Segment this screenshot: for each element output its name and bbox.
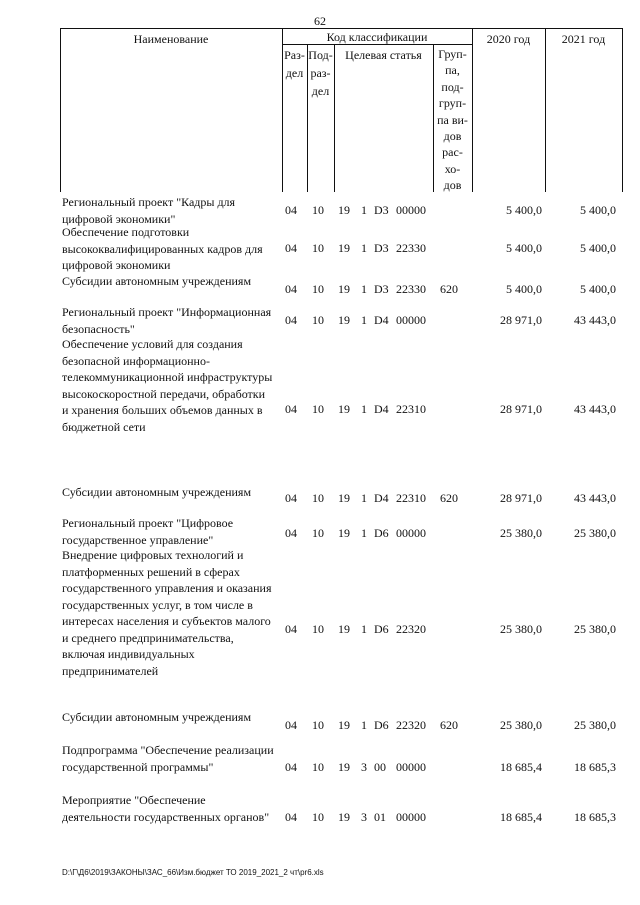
row-razdel: 04	[285, 526, 297, 540]
header-section: Раз- дел	[284, 48, 305, 80]
row-y2021: 18 685,3	[574, 760, 616, 774]
row-vid: 620	[440, 491, 458, 505]
row-cs4: 00000	[396, 760, 426, 774]
row-podrazdel: 10	[312, 491, 324, 505]
row-y2020: 5 400,0	[506, 241, 542, 255]
row-cs4: 00000	[396, 810, 426, 824]
row-y2021: 43 443,0	[574, 402, 616, 416]
row-name: Обеспечение условий для создания безопасной информационно-телекоммуникационной инфраструктуры высокоскоростной передачи, обработки и хранения больших объемов данных в бюджетной сети	[62, 337, 273, 434]
row-podrazdel: 10	[312, 241, 324, 255]
row-cs1: 19	[338, 203, 350, 217]
row-cs1: 19	[338, 313, 350, 327]
row-cs2: 1	[361, 241, 367, 255]
row-name: Внедрение цифровых технологий и платформенных решений в сферах государственного управления и оказания государственных услуг, в том числе в интересах населения и субъектов малого и среднего предпринимательства, включая индивидуальных предпринимателей	[62, 548, 272, 678]
row-cs2: 1	[361, 203, 367, 217]
row-cs1: 19	[338, 718, 350, 732]
row-podrazdel: 10	[312, 622, 324, 636]
row-cs1: 19	[338, 282, 350, 296]
row-y2020: 25 380,0	[500, 526, 542, 540]
row-podrazdel: 10	[312, 402, 324, 416]
row-y2020: 25 380,0	[500, 718, 542, 732]
row-cs1: 19	[338, 241, 350, 255]
row-y2021: 18 685,3	[574, 810, 616, 824]
row-y2021: 25 380,0	[574, 526, 616, 540]
row-razdel: 04	[285, 282, 297, 296]
row-podrazdel: 10	[312, 760, 324, 774]
row-y2020: 5 400,0	[506, 282, 542, 296]
row-cs3: 00	[374, 760, 386, 774]
row-name: Подпрограмма "Обеспечение реализации государственной программы"	[62, 743, 274, 774]
row-cs3: D6	[374, 526, 389, 540]
row-name: Региональный проект "Кадры для цифровой экономики"	[62, 195, 236, 226]
row-name: Субсидии автономным учреждениям	[62, 485, 252, 499]
row-cs3: 01	[374, 810, 386, 824]
row-cs2: 1	[361, 313, 367, 327]
row-podrazdel: 10	[312, 810, 324, 824]
row-y2021: 5 400,0	[580, 282, 616, 296]
header-target-article: Целевая статья	[345, 48, 422, 62]
row-name: Обеспечение подготовки высококвалифицированных кадров для цифровой экономики	[62, 225, 263, 272]
row-cs2: 1	[361, 491, 367, 505]
row-cs3: D6	[374, 718, 389, 732]
header-expense-group: Груп- па, под- груп- па ви- дов рас- хо- дов	[437, 47, 468, 193]
row-razdel: 04	[285, 491, 297, 505]
row-cs2: 1	[361, 718, 367, 732]
row-razdel: 04	[285, 241, 297, 255]
row-y2021: 5 400,0	[580, 203, 616, 217]
header-year-2021: 2021 год	[561, 32, 606, 46]
row-y2020: 25 380,0	[500, 622, 542, 636]
row-cs3: D6	[374, 622, 389, 636]
row-cs1: 19	[338, 810, 350, 824]
row-razdel: 04	[285, 622, 297, 636]
row-cs3: D3	[374, 282, 389, 296]
row-y2020: 28 971,0	[500, 313, 542, 327]
row-cs3: D4	[374, 313, 389, 327]
row-cs1: 19	[338, 402, 350, 416]
row-podrazdel: 10	[312, 718, 324, 732]
header-name: Наименование	[133, 32, 209, 46]
header-classification: Код классификации	[326, 30, 428, 44]
row-cs2: 1	[361, 282, 367, 296]
row-y2021: 25 380,0	[574, 622, 616, 636]
row-cs3: D4	[374, 402, 389, 416]
row-cs4: 00000	[396, 203, 426, 217]
row-cs1: 19	[338, 526, 350, 540]
row-cs4: 00000	[396, 526, 426, 540]
row-y2020: 28 971,0	[500, 491, 542, 505]
row-cs3: D4	[374, 491, 389, 505]
row-y2021: 43 443,0	[574, 491, 616, 505]
row-cs2: 1	[361, 622, 367, 636]
row-razdel: 04	[285, 313, 297, 327]
row-name: Мероприятие "Обеспечение деятельности государственных органов"	[62, 793, 270, 824]
row-cs4: 22330	[396, 282, 426, 296]
row-podrazdel: 10	[312, 282, 324, 296]
row-y2020: 18 685,4	[500, 810, 542, 824]
row-podrazdel: 10	[312, 313, 324, 327]
header-year-2020: 2020 год	[486, 32, 531, 46]
row-y2020: 28 971,0	[500, 402, 542, 416]
row-cs2: 3	[361, 810, 367, 824]
row-cs2: 3	[361, 760, 367, 774]
row-podrazdel: 10	[312, 203, 324, 217]
row-cs2: 1	[361, 402, 367, 416]
row-cs4: 22310	[396, 402, 426, 416]
row-y2021: 25 380,0	[574, 718, 616, 732]
file-path-footer: D:\Г\Д6\2019\ЗАКОНЫ\ЗАС_66\Изм.бюджет ТО 2019_2021_2 чт\pr6.xls	[62, 868, 324, 877]
row-cs2: 1	[361, 526, 367, 540]
row-podrazdel: 10	[312, 526, 324, 540]
row-cs4: 22320	[396, 718, 426, 732]
row-cs4: 22320	[396, 622, 426, 636]
header-subsection: Под- раз- дел	[308, 48, 333, 98]
row-name: Региональный проект "Информационная безопасность"	[62, 305, 272, 336]
row-cs4: 00000	[396, 313, 426, 327]
row-y2021: 43 443,0	[574, 313, 616, 327]
row-cs1: 19	[338, 622, 350, 636]
row-razdel: 04	[285, 760, 297, 774]
row-name: Субсидии автономным учреждениям	[62, 710, 252, 724]
row-razdel: 04	[285, 810, 297, 824]
row-y2020: 18 685,4	[500, 760, 542, 774]
row-vid: 620	[440, 282, 458, 296]
row-razdel: 04	[285, 203, 297, 217]
row-cs1: 19	[338, 760, 350, 774]
row-razdel: 04	[285, 402, 297, 416]
row-cs3: D3	[374, 241, 389, 255]
row-name: Региональный проект "Цифровое государственное управление"	[62, 516, 234, 547]
row-razdel: 04	[285, 718, 297, 732]
row-y2020: 5 400,0	[506, 203, 542, 217]
row-vid: 620	[440, 718, 458, 732]
row-cs3: D3	[374, 203, 389, 217]
row-y2021: 5 400,0	[580, 241, 616, 255]
page-number: 62	[314, 14, 326, 28]
row-cs4: 22310	[396, 491, 426, 505]
row-name: Субсидии автономным учреждениям	[62, 274, 252, 288]
row-cs4: 22330	[396, 241, 426, 255]
row-cs1: 19	[338, 491, 350, 505]
